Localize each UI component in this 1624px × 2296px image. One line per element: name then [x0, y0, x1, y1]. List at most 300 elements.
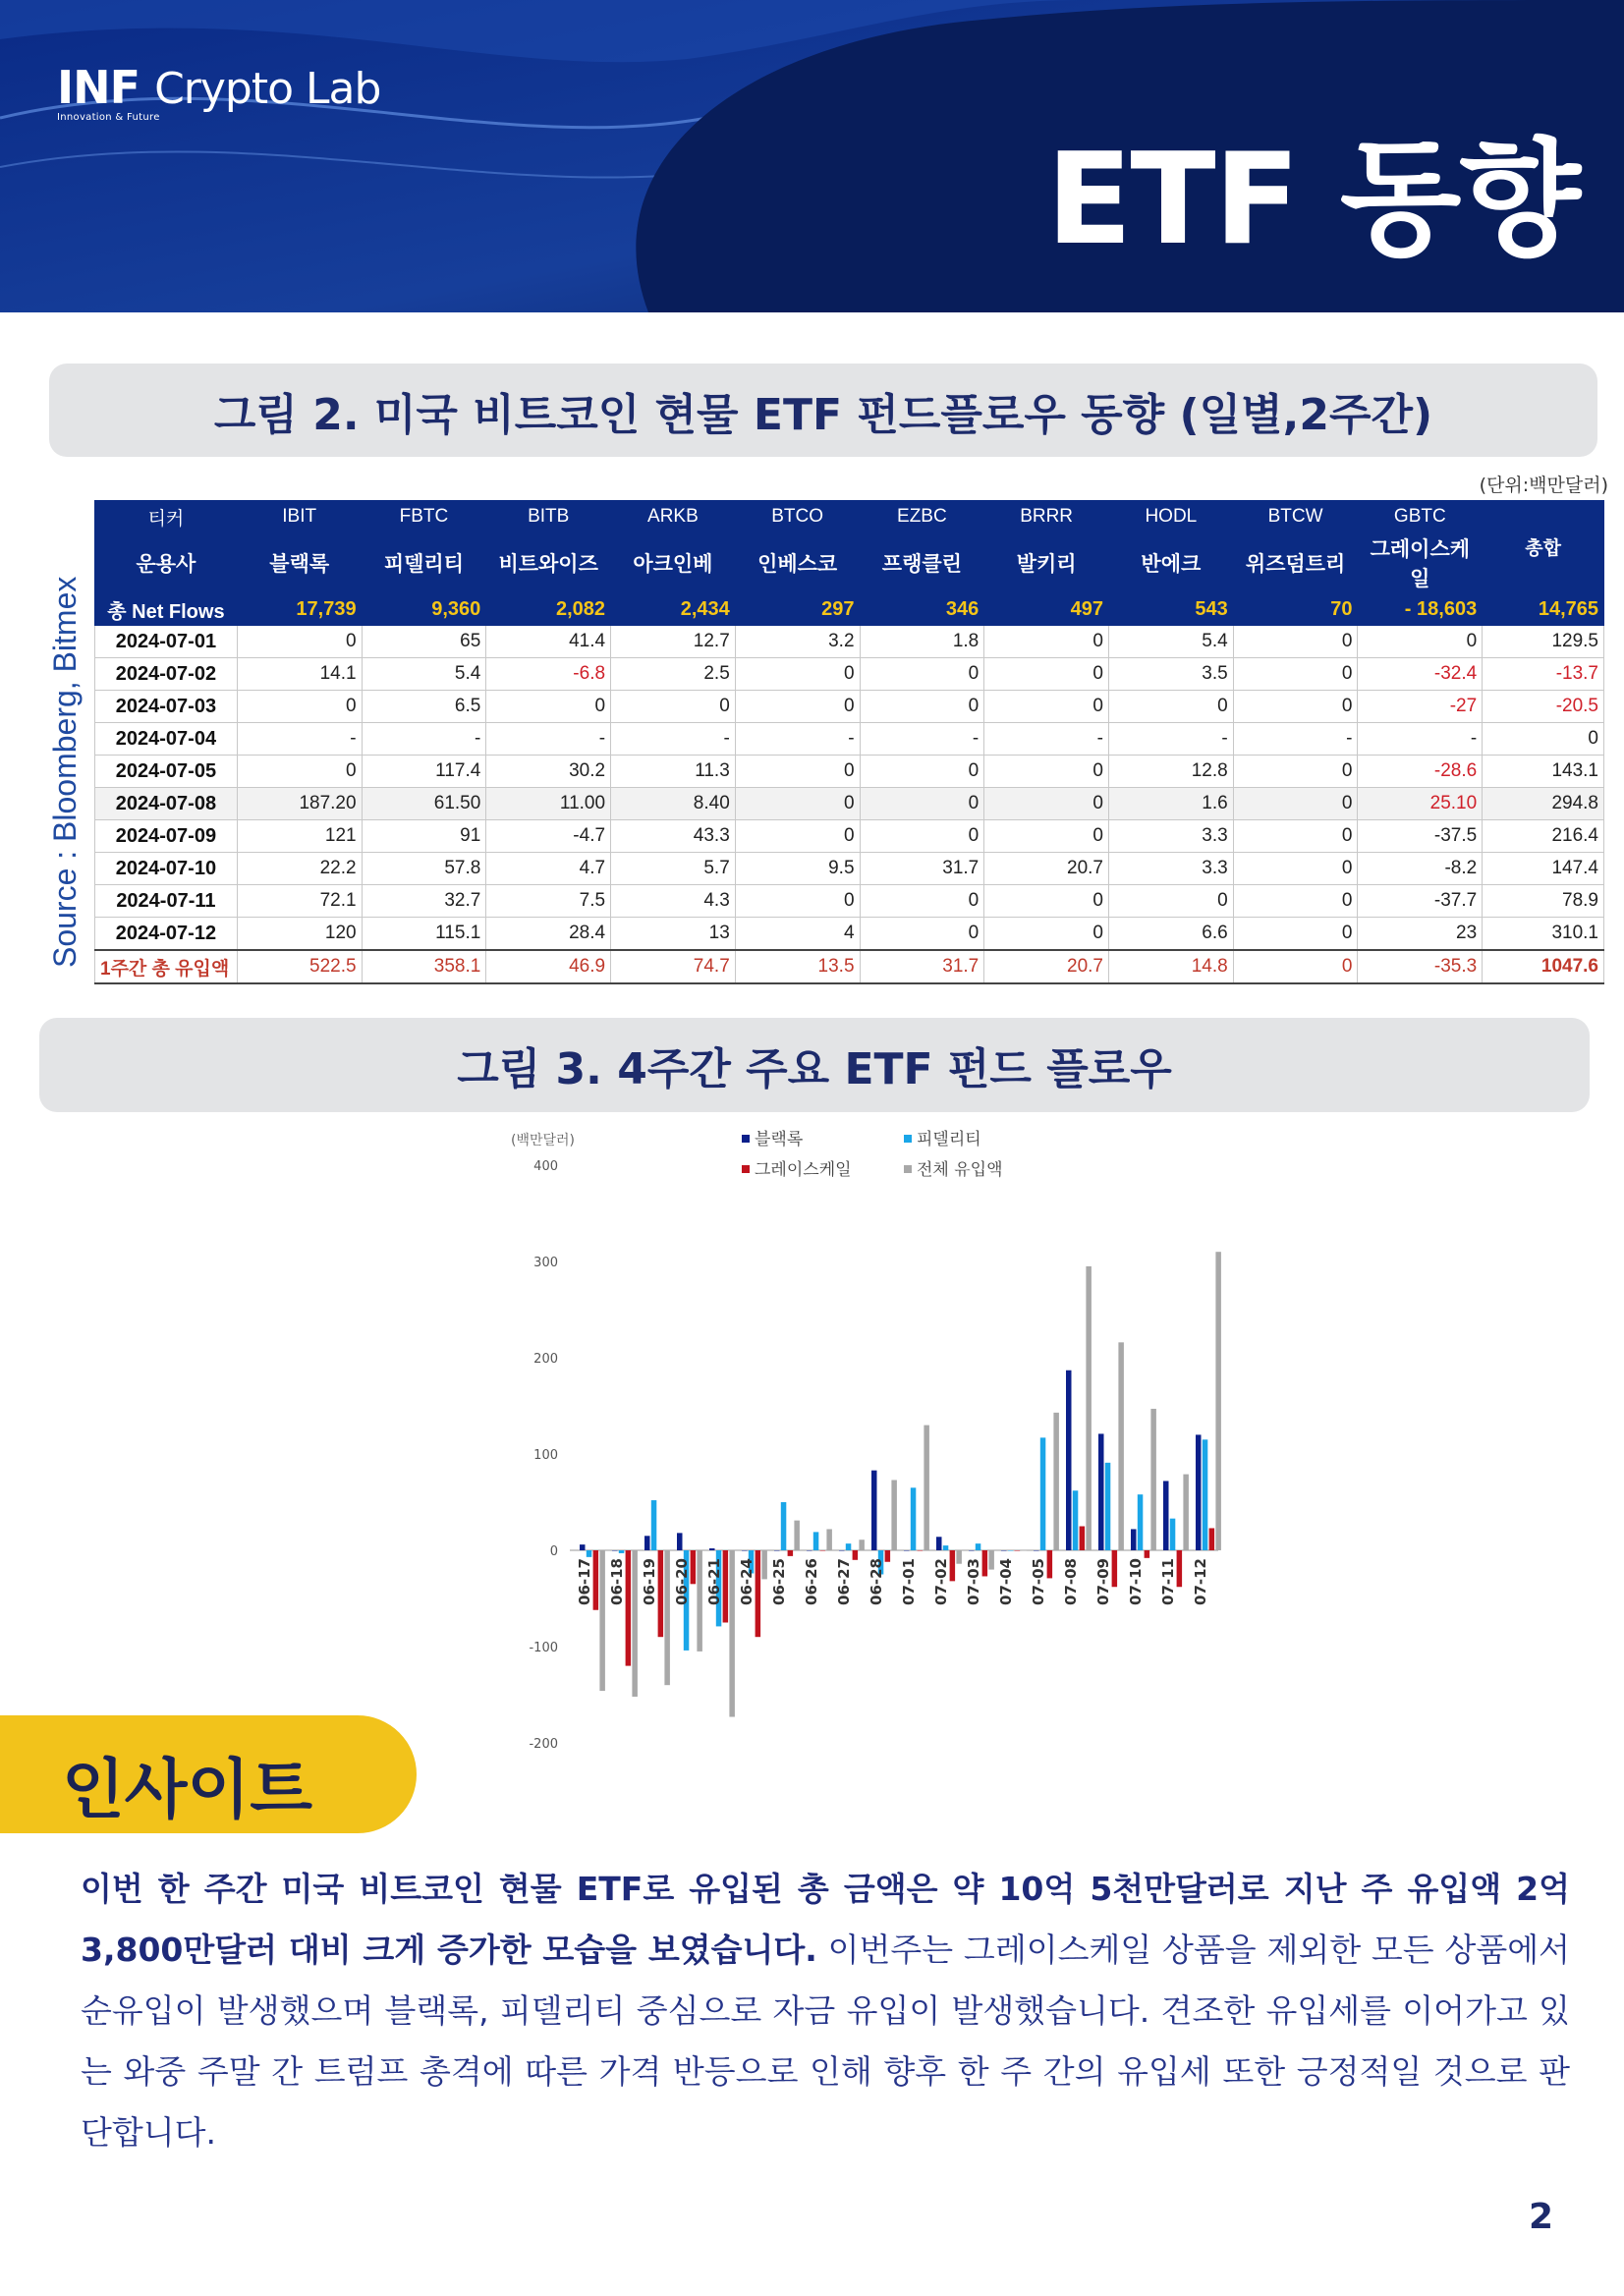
bar: [742, 1550, 748, 1551]
bar: [859, 1540, 865, 1550]
x-tick-label: 07-04: [997, 1558, 1015, 1605]
x-tick-label: 06-21: [705, 1558, 723, 1605]
bar: [1150, 1409, 1156, 1550]
weekly-total-value: 46.9: [486, 950, 611, 983]
ticker-header: 티커: [95, 501, 238, 533]
bar: [691, 1550, 697, 1584]
bar: [1080, 1527, 1086, 1551]
table-cell: 41.4: [486, 626, 611, 658]
bar: [794, 1521, 800, 1550]
bar: [1131, 1529, 1137, 1550]
bar: [1112, 1550, 1118, 1587]
manager-name: 인베스코: [735, 533, 860, 593]
weekly-total-value: 74.7: [611, 950, 736, 983]
page-number: 2: [1528, 2197, 1553, 2237]
x-tick-label: 07-05: [1030, 1558, 1047, 1605]
table-cell: 0: [984, 885, 1109, 918]
ticker-row: [95, 501, 1604, 533]
ticker-btco: BTCO: [735, 501, 860, 533]
table-cell: 9.5: [735, 853, 860, 885]
bar: [988, 1550, 994, 1570]
bar: [756, 1550, 761, 1637]
table-cell: 0: [1483, 723, 1604, 756]
table-cell: 143.1: [1483, 756, 1604, 788]
netflows-value: - 18,603: [1358, 593, 1483, 626]
insight-body: [81, 1859, 1570, 2163]
bar: [1118, 1342, 1124, 1550]
y-tick-label: 0: [549, 1544, 558, 1559]
table-cell: 5.4: [362, 658, 486, 691]
table-cell: 3.2: [735, 626, 860, 658]
table-cell: 0: [860, 918, 984, 951]
manager-row: [95, 533, 1604, 593]
table-cell: 22.2: [237, 853, 362, 885]
table-cell: 294.8: [1483, 788, 1604, 820]
row-date: 2024-07-12: [95, 918, 238, 951]
table-cell: -: [611, 723, 736, 756]
ticker-bitb: BITB: [486, 501, 611, 533]
bar: [820, 1550, 826, 1551]
bar: [1008, 1550, 1014, 1551]
table-cell: 187.20: [237, 788, 362, 820]
table-cell: 3.3: [1108, 820, 1233, 853]
source-label: Source : Bloomberg, Bitmex: [47, 576, 83, 968]
table-cell: -20.5: [1483, 691, 1604, 723]
x-tick-label: 06-24: [738, 1558, 756, 1605]
table-cell: 12.8: [1108, 756, 1233, 788]
row-date: 2024-07-04: [95, 723, 238, 756]
table-cell: 0: [1108, 885, 1233, 918]
table-cell: -37.5: [1358, 820, 1483, 853]
bar: [1170, 1519, 1176, 1550]
x-tick-label: 07-11: [1159, 1558, 1177, 1605]
table-cell: 0: [1358, 626, 1483, 658]
bar: [1177, 1550, 1183, 1587]
x-tick-label: 07-12: [1192, 1558, 1209, 1605]
table-cell: 0: [984, 691, 1109, 723]
netflows-value: 17,739: [237, 593, 362, 626]
row-date: 2024-07-05: [95, 756, 238, 788]
table-cell: -: [735, 723, 860, 756]
table-cell: -6.8: [486, 658, 611, 691]
y-axis-label: (백만달러): [511, 1133, 576, 1148]
table-cell: 0: [1233, 788, 1358, 820]
table-cell: -13.7: [1483, 658, 1604, 691]
etf-flow-table: [94, 500, 1604, 984]
table-cell: -37.7: [1358, 885, 1483, 918]
table-cell: 0: [1108, 691, 1233, 723]
table-cell: 57.8: [362, 853, 486, 885]
table-cell: 11.3: [611, 756, 736, 788]
manager-name: 아크인베: [611, 533, 736, 593]
weekly-total-label: 1주간 총 유입액: [95, 950, 238, 983]
table-cell: 0: [860, 788, 984, 820]
insight-normal-text: 이번주는 그레이스케일 상품을 제외한 모든 상품에서 순유입이 발생했으며 블랙록, 피델리티 중심으로 자금 유입이 발생했습니다. 견조한 유입세를 이어가고 있는 와중 주말 간 트럼프 총격에 따른 가격 반등으로 인해 향후 한 주 간의 유입세 또한 긍정적일 것으로 판단합니다.: [81, 1931, 1570, 2152]
ticker-arkb: ARKB: [611, 501, 736, 533]
table-cell: 0: [735, 691, 860, 723]
table-cell: 2.5: [611, 658, 736, 691]
table-cell: 1.8: [860, 626, 984, 658]
y-tick-label: -200: [529, 1737, 558, 1752]
logo-main: INF: [57, 61, 140, 114]
bar: [781, 1502, 787, 1550]
bar: [651, 1500, 657, 1550]
table-cell: 4.3: [611, 885, 736, 918]
table-cell: 3.3: [1108, 853, 1233, 885]
bar: [626, 1550, 632, 1666]
netflows-value: 9,360: [362, 593, 486, 626]
table-cell: 120: [237, 918, 362, 951]
bar: [664, 1550, 670, 1685]
table-cell: 31.7: [860, 853, 984, 885]
netflows-value: 543: [1108, 593, 1233, 626]
table-cell: 0: [860, 691, 984, 723]
weekly-total-value: 20.7: [984, 950, 1109, 983]
x-tick-label: 07-03: [965, 1558, 982, 1605]
table-cell: 0: [1233, 820, 1358, 853]
table-cell: 3.5: [1108, 658, 1233, 691]
row-date: 2024-07-01: [95, 626, 238, 658]
table-cell: 0: [1233, 756, 1358, 788]
legend-swatch: [904, 1165, 912, 1173]
table-cell: 0: [1233, 691, 1358, 723]
weekly-total-value: 0: [1233, 950, 1358, 983]
table-cell: -8.2: [1358, 853, 1483, 885]
table-cell: 0: [860, 756, 984, 788]
ticker-ezbc: EZBC: [860, 501, 984, 533]
page-title: ETF 동향: [1045, 127, 1579, 273]
bar: [580, 1544, 586, 1550]
table-cell: 23: [1358, 918, 1483, 951]
x-tick-label: 07-02: [932, 1558, 950, 1605]
x-tick-label: 07-08: [1062, 1558, 1080, 1605]
bar: [871, 1471, 877, 1550]
weekly-total-value: 13.5: [735, 950, 860, 983]
table-cell: -: [486, 723, 611, 756]
y-tick-label: 400: [533, 1159, 558, 1174]
bar: [1163, 1481, 1169, 1550]
table-cell: 12.7: [611, 626, 736, 658]
bar: [839, 1550, 845, 1551]
bar: [904, 1550, 910, 1551]
row-date: 2024-07-11: [95, 885, 238, 918]
weekly-total-row: [95, 950, 1604, 983]
table-cell: 0: [984, 918, 1109, 951]
ticker-gbtc: GBTC: [1358, 501, 1483, 533]
bar: [658, 1550, 664, 1637]
row-date: 2024-07-02: [95, 658, 238, 691]
x-tick-label: 06-17: [576, 1558, 593, 1605]
table-cell: 147.4: [1483, 853, 1604, 885]
x-tick-label: 06-27: [835, 1558, 853, 1605]
manager-name: 프랭클린: [860, 533, 984, 593]
bar: [956, 1550, 962, 1564]
table-cell: 0: [860, 658, 984, 691]
table-cell: -4.7: [486, 820, 611, 853]
table-cell: 0: [237, 626, 362, 658]
table-row: [95, 885, 1604, 918]
table-cell: 5.4: [1108, 626, 1233, 658]
table-cell: 310.1: [1483, 918, 1604, 951]
manager-name: 피델리티: [362, 533, 486, 593]
y-tick-label: 100: [533, 1448, 558, 1463]
table-cell: 28.4: [486, 918, 611, 951]
table-row: [95, 853, 1604, 885]
bar: [619, 1550, 625, 1553]
weekly-total-value: 522.5: [237, 950, 362, 983]
table-cell: 0: [1233, 626, 1358, 658]
table-cell: 0: [860, 885, 984, 918]
bar: [1001, 1550, 1007, 1551]
y-tick-label: 300: [533, 1256, 558, 1270]
table-cell: 115.1: [362, 918, 486, 951]
table-cell: 6.5: [362, 691, 486, 723]
netflows-value: 346: [860, 593, 984, 626]
table-cell: 78.9: [1483, 885, 1604, 918]
manager-name: 위즈덤트리: [1233, 533, 1358, 593]
table-cell: 14.1: [237, 658, 362, 691]
x-tick-label: 07-10: [1127, 1558, 1145, 1605]
weekly-total-value: -35.3: [1358, 950, 1483, 983]
table-cell: 0: [1233, 658, 1358, 691]
x-tick-label: 06-18: [608, 1558, 626, 1605]
table-row: [95, 723, 1604, 756]
ticker-btcw: BTCW: [1233, 501, 1358, 533]
unit-label: (단위:백만달러): [1479, 475, 1608, 496]
logo-tagline: Innovation & Future: [57, 112, 160, 123]
table-cell: 0: [1233, 918, 1358, 951]
table-cell: -32.4: [1358, 658, 1483, 691]
bar: [599, 1550, 605, 1691]
bar: [950, 1550, 956, 1581]
bar: [982, 1550, 988, 1576]
bar: [587, 1550, 592, 1557]
bar: [1145, 1550, 1150, 1558]
bar: [924, 1426, 929, 1550]
table-cell: 0: [984, 658, 1109, 691]
manager-name: 블랙록: [237, 533, 362, 593]
table-cell: 4: [735, 918, 860, 951]
x-tick-label: 06-20: [673, 1558, 691, 1605]
table-cell: 0: [984, 756, 1109, 788]
bar: [729, 1550, 735, 1717]
table-cell: 0: [860, 820, 984, 853]
bar: [943, 1545, 949, 1550]
weekly-total-value: 358.1: [362, 950, 486, 983]
table-cell: 0: [735, 756, 860, 788]
table-cell: -: [1233, 723, 1358, 756]
bar: [846, 1543, 852, 1550]
table-cell: -27: [1358, 691, 1483, 723]
bar: [1098, 1433, 1104, 1550]
table-cell: 0: [735, 820, 860, 853]
netflows-label: 총 Net Flows: [95, 593, 238, 626]
bar: [1040, 1437, 1046, 1550]
netflows-value: 497: [984, 593, 1109, 626]
x-tick-label: 07-01: [900, 1558, 918, 1605]
ticker-ibit: IBIT: [237, 501, 362, 533]
table-cell: -28.6: [1358, 756, 1483, 788]
bar: [1015, 1550, 1021, 1551]
bar: [918, 1550, 924, 1551]
table-cell: 13: [611, 918, 736, 951]
table-cell: 43.3: [611, 820, 736, 853]
bar: [709, 1548, 715, 1550]
table-cell: 216.4: [1483, 820, 1604, 853]
table-cell: 0: [237, 691, 362, 723]
x-tick-label: 06-26: [803, 1558, 820, 1605]
netflows-value: 14,765: [1483, 593, 1604, 626]
table-cell: 0: [1233, 885, 1358, 918]
netflows-value: 70: [1233, 593, 1358, 626]
table-cell: 6.6: [1108, 918, 1233, 951]
ticker-fbtc: FBTC: [362, 501, 486, 533]
table-cell: 72.1: [237, 885, 362, 918]
table-cell: 0: [984, 820, 1109, 853]
bar: [891, 1480, 897, 1550]
legend-label: 블랙록: [755, 1130, 804, 1149]
table-row: [95, 788, 1604, 820]
table-cell: 25.10: [1358, 788, 1483, 820]
bar: [1138, 1494, 1144, 1550]
figure3-title: 그림 3. 4주간 주요 ETF 펀드 플로우: [39, 1018, 1590, 1112]
table-cell: 0: [735, 658, 860, 691]
logo-sub: Crypto Lab: [154, 64, 381, 114]
table-cell: 0: [984, 626, 1109, 658]
table-cell: 0: [984, 788, 1109, 820]
table-cell: 0: [735, 885, 860, 918]
table-cell: 117.4: [362, 756, 486, 788]
bar: [761, 1550, 767, 1579]
bar: [826, 1529, 832, 1550]
legend-swatch: [904, 1135, 912, 1143]
bar: [1034, 1550, 1039, 1551]
weekly-total-value: 31.7: [860, 950, 984, 983]
bar-chart-svg: [491, 1120, 1248, 1759]
bar: [969, 1550, 975, 1551]
table-cell: 0: [611, 691, 736, 723]
bar: [677, 1533, 683, 1550]
table-cell: -: [362, 723, 486, 756]
bar: [1021, 1550, 1027, 1551]
insight-title: 인사이트: [62, 1752, 313, 1827]
row-date: 2024-07-08: [95, 788, 238, 820]
bar: [911, 1487, 917, 1550]
bar: [697, 1550, 702, 1652]
x-tick-label: 06-19: [641, 1558, 658, 1605]
table-row: [95, 820, 1604, 853]
bar: [1209, 1528, 1215, 1550]
table-row: [95, 626, 1604, 658]
table-cell: 0: [237, 756, 362, 788]
bar: [774, 1550, 780, 1551]
bar: [1215, 1252, 1221, 1550]
table-cell: 0: [1233, 853, 1358, 885]
table-cell: 7.5: [486, 885, 611, 918]
legend-swatch: [742, 1135, 750, 1143]
bar: [885, 1550, 891, 1562]
ticker-hodl: HODL: [1108, 501, 1233, 533]
insight-tab: [0, 1715, 417, 1833]
legend-label: 피델리티: [917, 1130, 981, 1149]
legend-label: 전체 유입액: [917, 1160, 1003, 1180]
table-cell: 30.2: [486, 756, 611, 788]
inf-crypto-lab-logo: [57, 61, 380, 123]
table-cell: 5.7: [611, 853, 736, 885]
bar: [813, 1532, 819, 1550]
netflows-row: [95, 593, 1604, 626]
y-tick-label: 200: [533, 1352, 558, 1367]
manager-header: 운용사: [95, 533, 238, 593]
table-cell: 61.50: [362, 788, 486, 820]
table-cell: 65: [362, 626, 486, 658]
bar: [807, 1550, 812, 1551]
bar: [976, 1543, 981, 1550]
header-banner: [0, 0, 1624, 312]
table-row: [95, 658, 1604, 691]
bar: [644, 1536, 650, 1550]
table-cell: 121: [237, 820, 362, 853]
bar: [788, 1550, 794, 1556]
bar: [1105, 1463, 1111, 1550]
netflows-value: 2,434: [611, 593, 736, 626]
bar: [1196, 1434, 1202, 1550]
insight-bold-text: 이번 한 주간 미국 비트코인 현물 ETF로 유입된 총 금액은 약 10억 5천만달러로 지난 주 유입액 2억 3,800만달러 대비 크게 증가한 모습을 보였습니다.: [81, 1870, 1570, 1969]
row-date: 2024-07-10: [95, 853, 238, 885]
bar: [1073, 1490, 1079, 1550]
table-row: [95, 691, 1604, 723]
manager-name: 발키리: [984, 533, 1109, 593]
x-tick-label: 07-09: [1094, 1558, 1112, 1605]
total-column-header: 총합: [1483, 501, 1604, 593]
table-cell: 91: [362, 820, 486, 853]
bar: [632, 1550, 638, 1697]
table-row: [95, 756, 1604, 788]
bar: [593, 1550, 599, 1610]
weekly-total-value: 1047.6: [1483, 950, 1604, 983]
table-cell: 129.5: [1483, 626, 1604, 658]
table-cell: 11.00: [486, 788, 611, 820]
manager-name: 그레이스케일: [1358, 533, 1483, 593]
bar: [1047, 1550, 1053, 1578]
x-tick-label: 06-28: [868, 1558, 885, 1605]
table-cell: -: [1358, 723, 1483, 756]
table-row: [95, 918, 1604, 951]
legend-swatch: [742, 1165, 750, 1173]
figure2-title: 그림 2. 미국 비트코인 현물 ETF 펀드플로우 동향 (일별,2주간): [49, 364, 1597, 457]
netflows-value: 297: [735, 593, 860, 626]
y-tick-label: -100: [529, 1641, 558, 1655]
manager-name: 반에크: [1108, 533, 1233, 593]
legend-label: 그레이스케일: [755, 1160, 852, 1180]
netflows-value: 2,082: [486, 593, 611, 626]
bar: [1183, 1475, 1189, 1550]
bar: [1203, 1439, 1208, 1550]
ticker-brrr: BRRR: [984, 501, 1109, 533]
manager-name: 비트와이즈: [486, 533, 611, 593]
bar: [612, 1550, 618, 1551]
bar: [936, 1537, 942, 1550]
x-tick-label: 06-25: [770, 1558, 788, 1605]
table-cell: 8.40: [611, 788, 736, 820]
table-cell: 0: [735, 788, 860, 820]
table-cell: 20.7: [984, 853, 1109, 885]
row-date: 2024-07-03: [95, 691, 238, 723]
bar: [1086, 1266, 1092, 1550]
row-date: 2024-07-09: [95, 820, 238, 853]
bar: [1053, 1413, 1059, 1550]
weekly-total-value: 14.8: [1108, 950, 1233, 983]
